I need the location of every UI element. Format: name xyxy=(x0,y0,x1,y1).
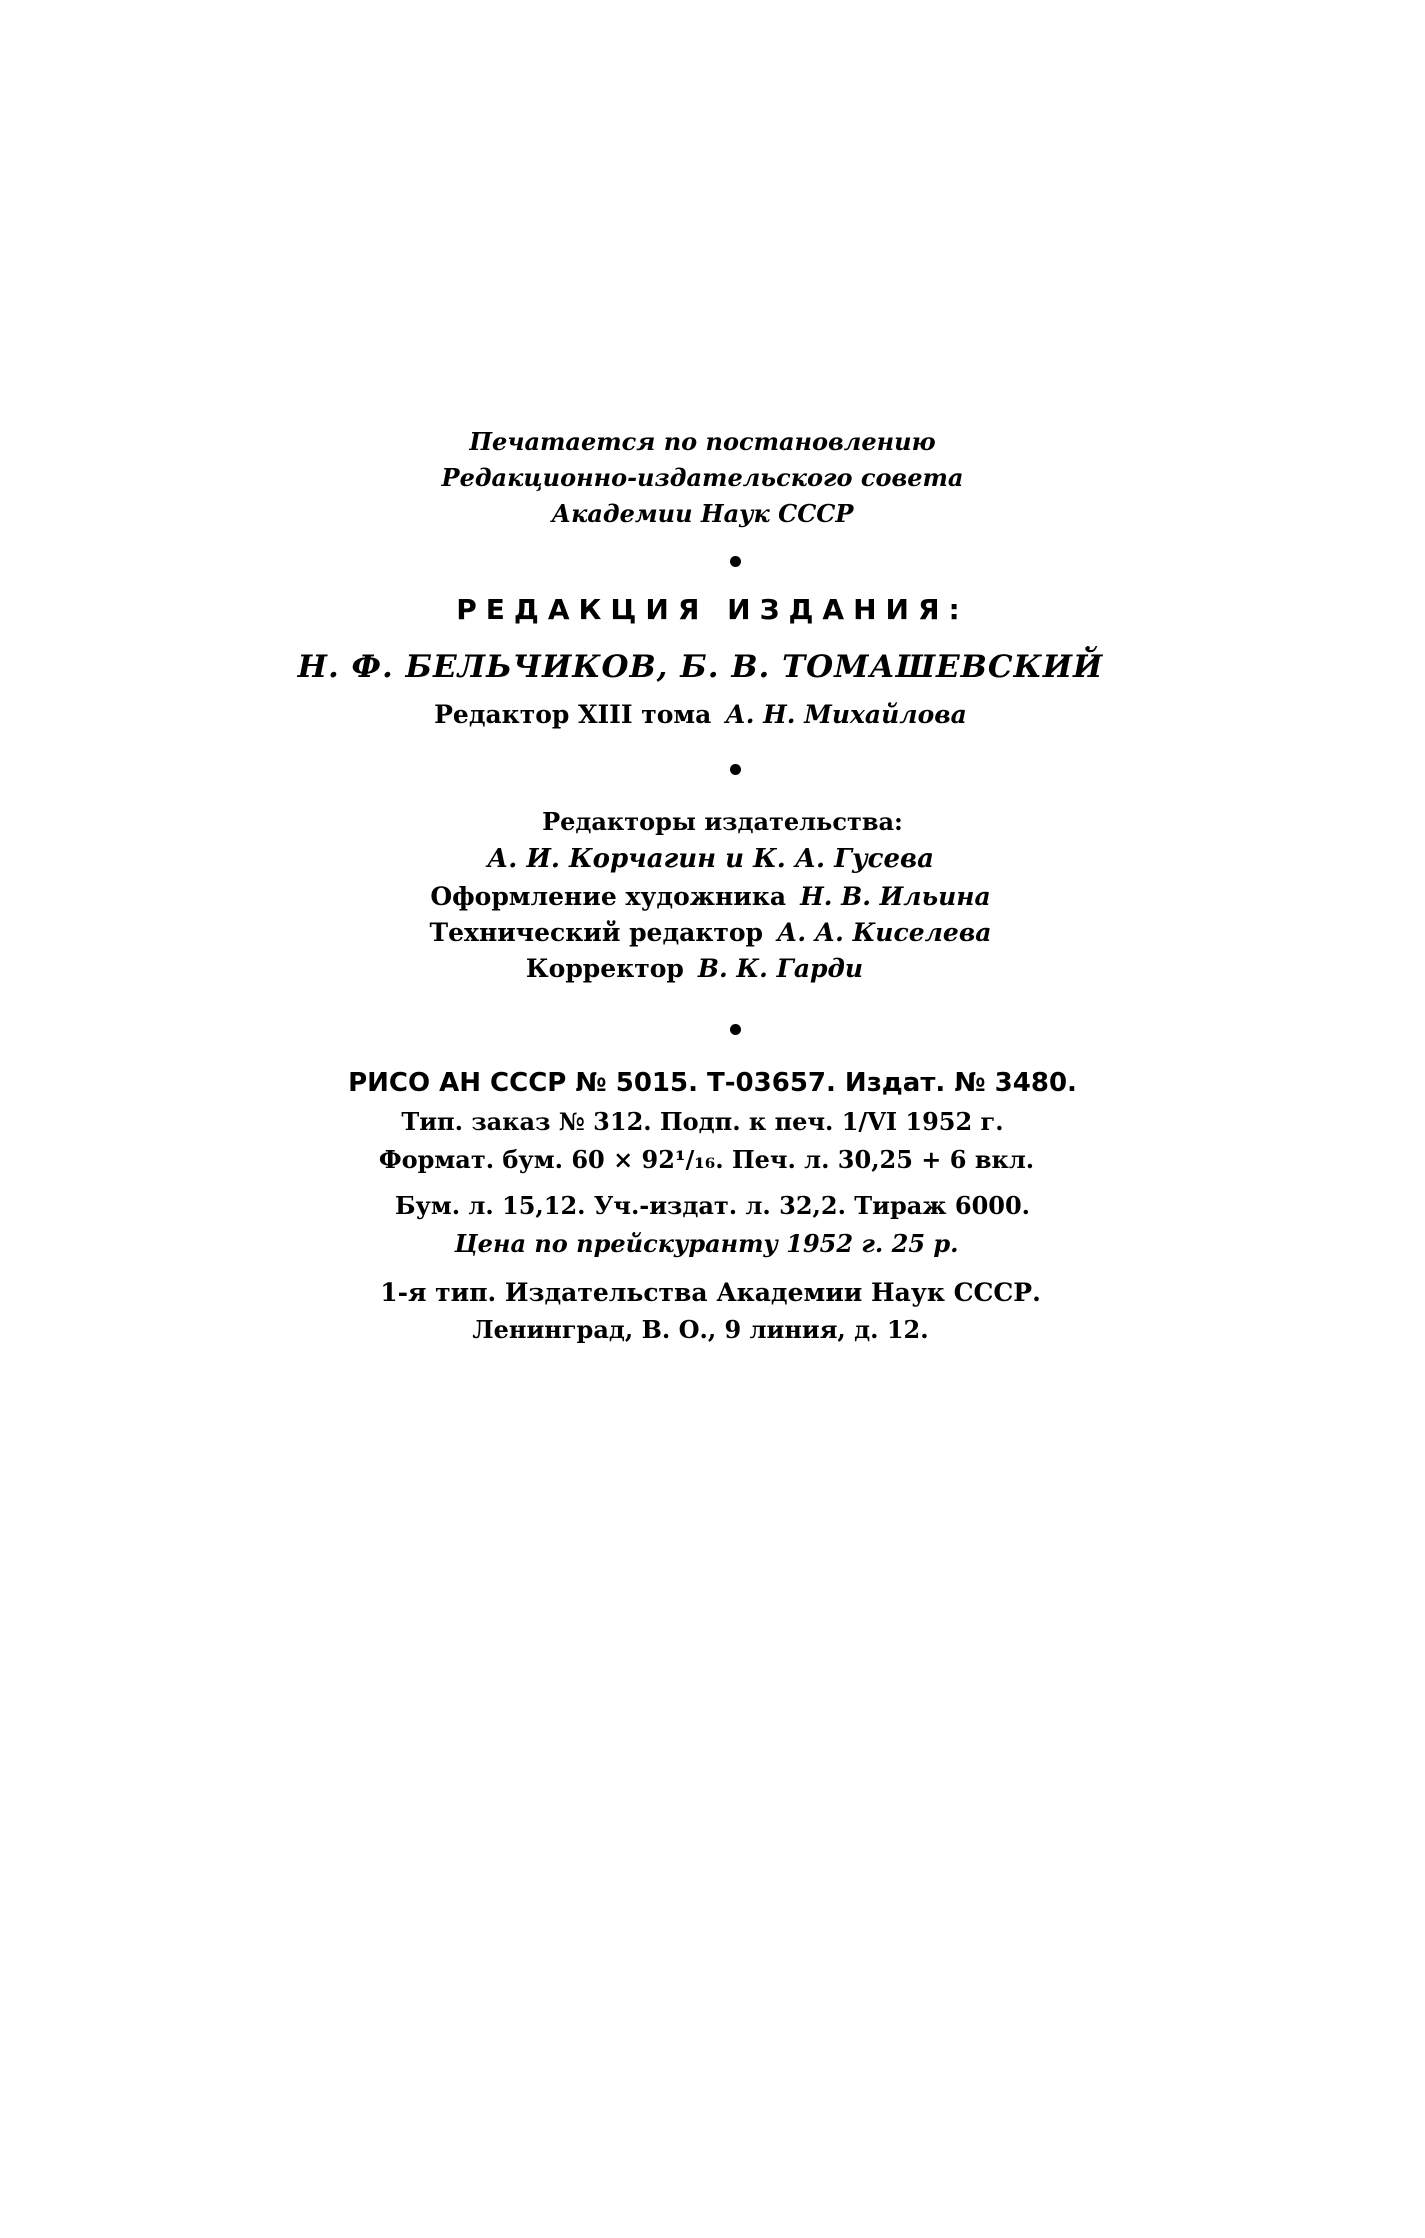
corrector-name: В. К. Гарди xyxy=(697,954,864,983)
design-label: Оформление художника xyxy=(430,882,787,911)
corrector-label: Корректор xyxy=(525,954,684,983)
volume-editor-name: А. Н. Михайлова xyxy=(725,700,967,729)
volume-editor-line xyxy=(0,702,1413,727)
publisher-editors-label: Редакторы издательства: xyxy=(542,807,903,836)
print-info-line-7: Ленинград, В. О., 9 линия, д. 12. xyxy=(472,1315,929,1344)
edition-editors: Н. Ф. БЕЛЬЧИКОВ, Б. В. ТОМАШЕВСКИЙ xyxy=(297,649,1104,685)
tech-editor-label: Технический редактор xyxy=(429,918,764,947)
print-info-line-5: Цена по прейскуранту 1952 г. 25 р. xyxy=(454,1229,959,1258)
tech-editor-line xyxy=(0,920,1423,945)
resolution-line-2: Редакционно-издательского совета xyxy=(441,463,964,492)
separator-dot-1 xyxy=(730,556,741,567)
edition-heading: РЕДАКЦИЯ ИЗДАНИЯ: xyxy=(456,593,969,626)
separator-dot-2 xyxy=(730,764,741,775)
print-info-line-6: 1-я тип. Издательства Академии Наук СССР. xyxy=(380,1278,1041,1307)
resolution-line-3: Академии Наук СССР xyxy=(551,499,854,528)
resolution-line-1: Печатается по постановлению xyxy=(469,427,936,456)
design-name: Н. В. Ильина xyxy=(800,882,991,911)
separator-dot-3 xyxy=(730,1024,741,1035)
publisher-editors-names: А. И. Корчагин и К. А. Гусева xyxy=(487,844,934,874)
design-line xyxy=(0,884,1423,909)
print-info-line-3: Формат. бум. 60 × 92¹/₁₆. Печ. л. 30,25 + 6 вкл. xyxy=(378,1145,1035,1174)
volume-editor-label: Редактор XIII тома xyxy=(434,700,712,729)
tech-editor-name: А. А. Киселева xyxy=(777,918,992,947)
print-info-line-4: Бум. л. 15,12. Уч.-издат. л. 32,2. Тираж 6000. xyxy=(394,1191,1031,1220)
print-info-line-2: Тип. заказ № 312. Подп. к печ. 1/VI 1952 г. xyxy=(401,1107,1004,1136)
print-info-line-1: РИСО АН СССР № 5015. Т-03657. Издат. № 3480. xyxy=(348,1068,1077,1098)
corrector-line xyxy=(0,956,1407,981)
